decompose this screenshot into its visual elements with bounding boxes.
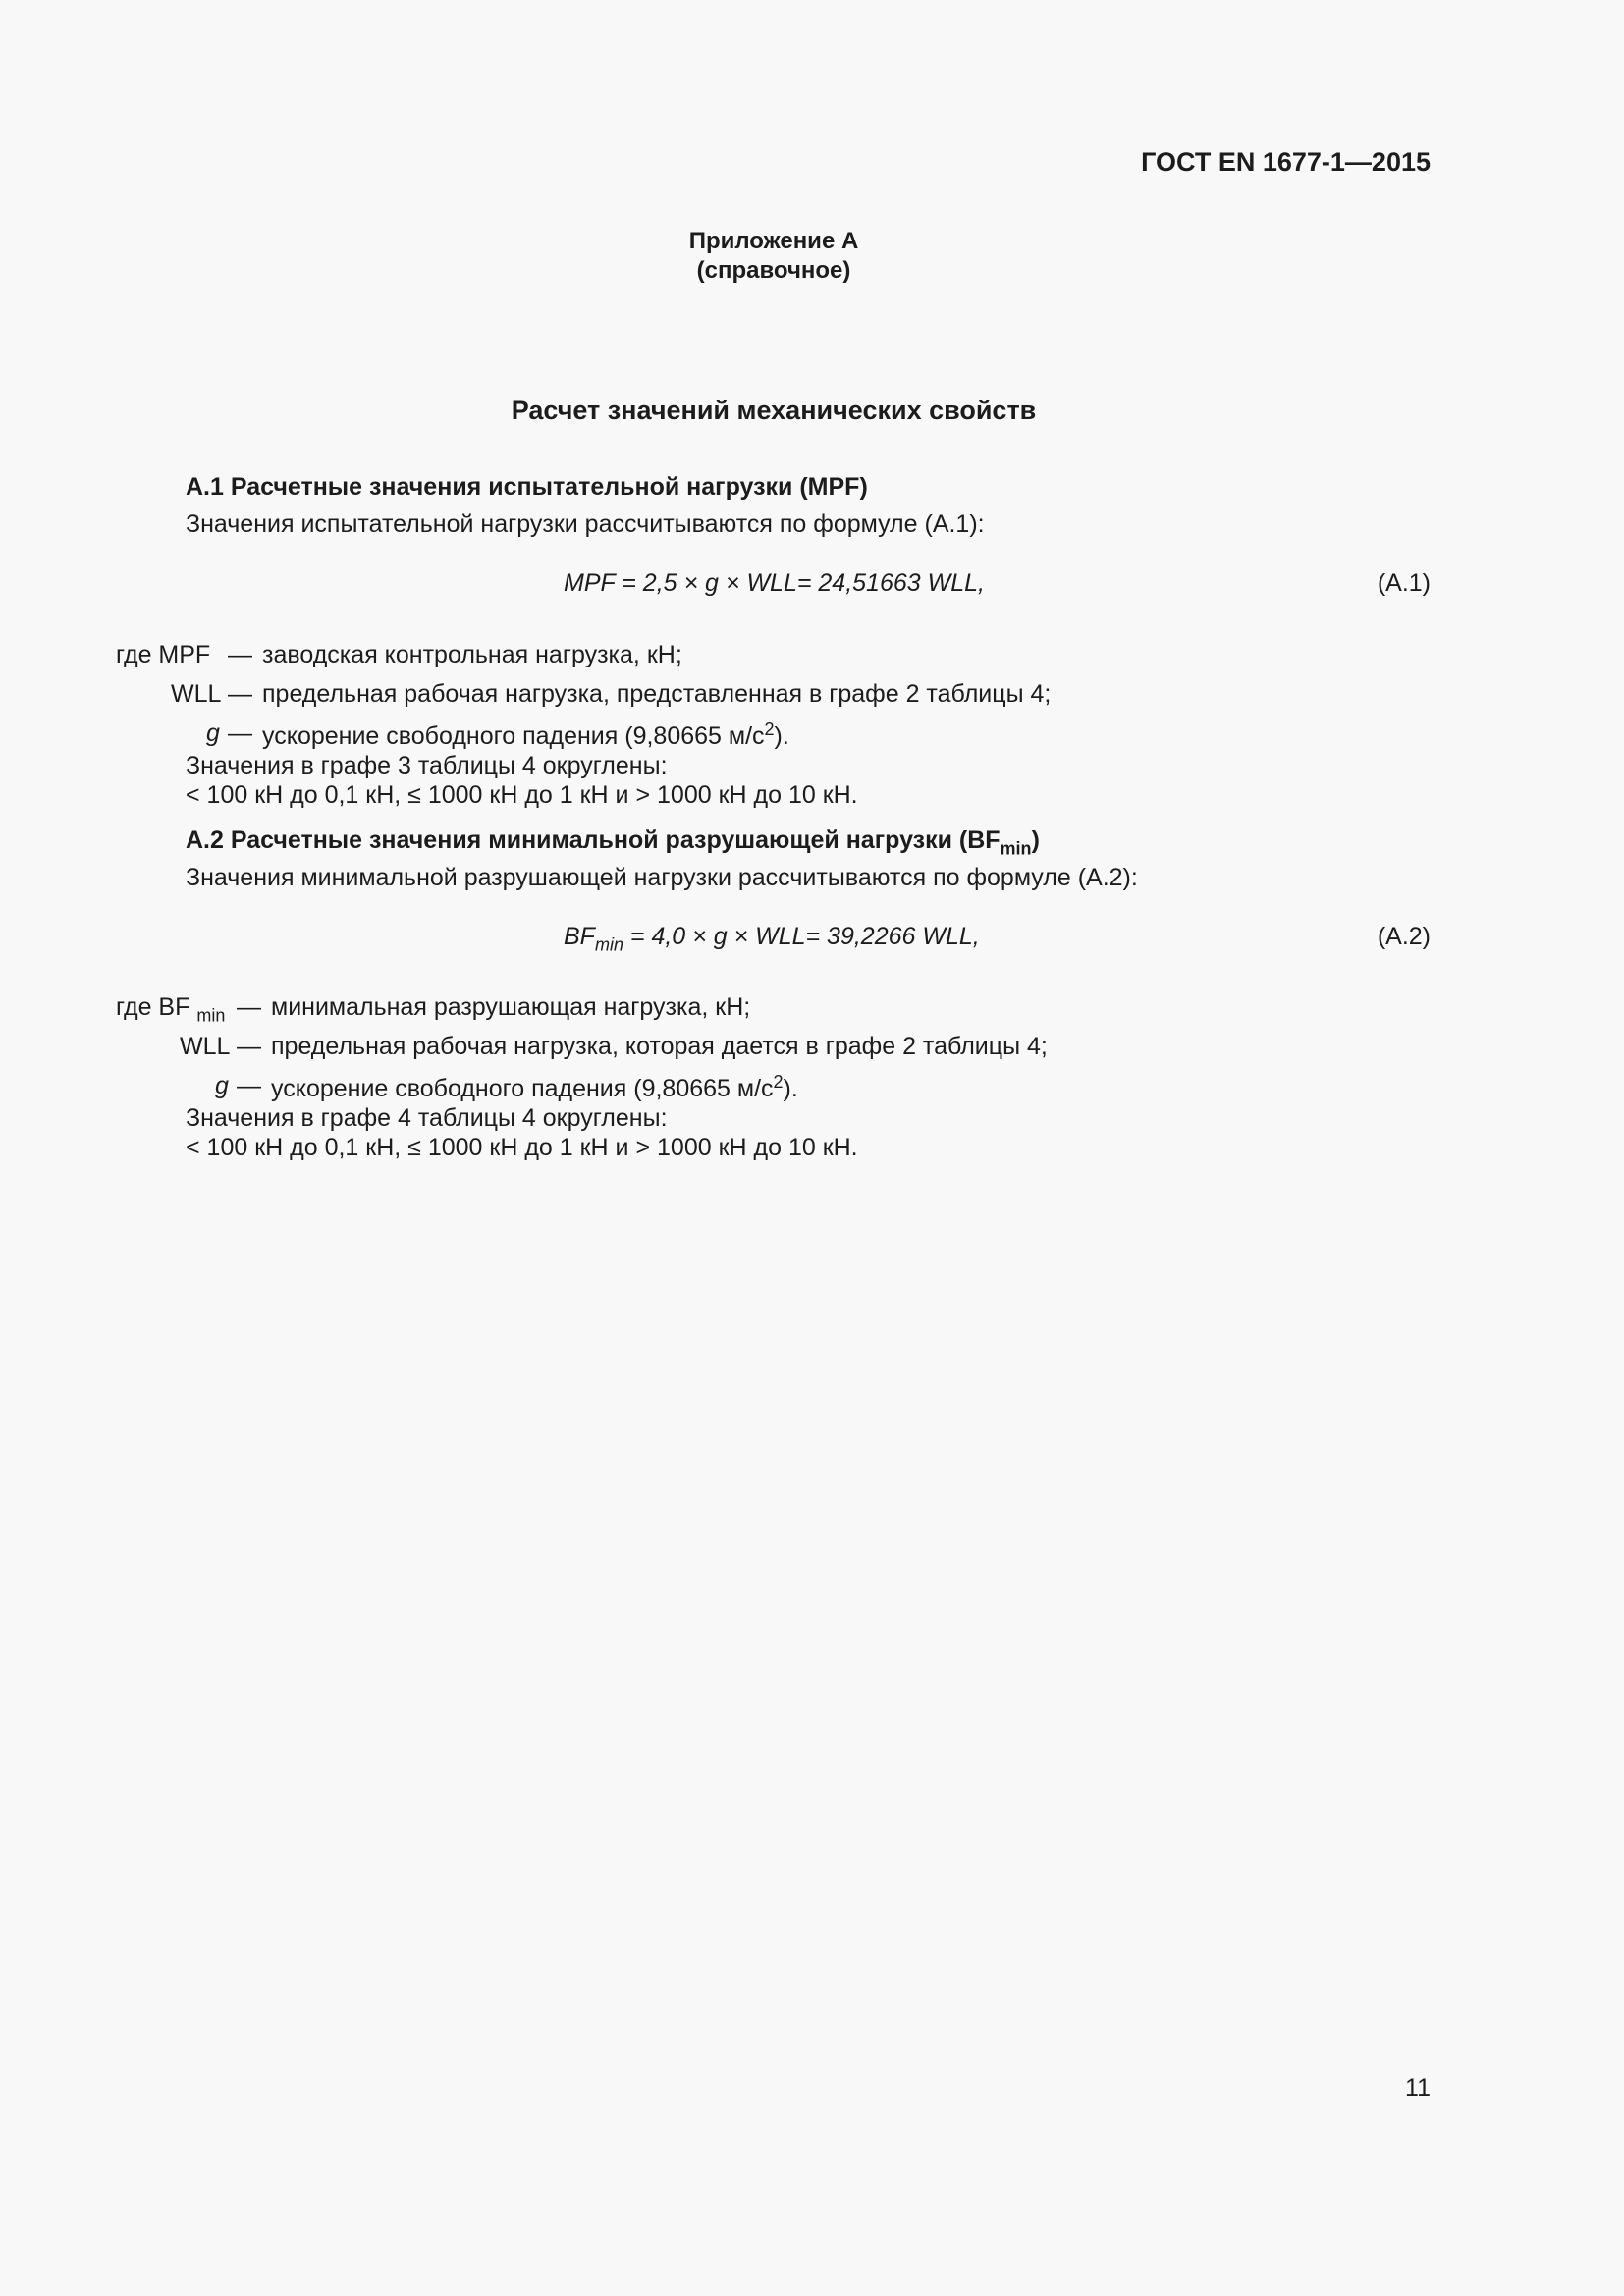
a2-where-dash-wll: — [237, 1033, 261, 1060]
a1-heading: А.1 Расчетные значения испытательной нагрузки (MPF) [186, 473, 868, 501]
a1-where-dash-g: — [228, 720, 252, 747]
a1-where-term-g: g [206, 720, 220, 747]
a1-rounding-note: Значения в графе 3 таблицы 4 округлены: [186, 752, 668, 779]
a2-heading: А.2 Расчетные значения минимальной разрушающей нагрузки $(BF_{min})$ [186, 827, 1040, 859]
a2-where-def-bf: минимальная разрушающая нагрузка, кН; [271, 993, 751, 1021]
a2-intro: Значения минимальной разрушающей нагрузки рассчитываются по формуле (А.2): [186, 864, 1138, 891]
a2-where-dash-g: — [237, 1072, 261, 1099]
a1-where-def-mpf: заводская контрольная нагрузка, кН; [262, 641, 682, 668]
a1-formula: MPF = 2,5 × g × WLL= 24,51663 WLL, [564, 569, 985, 597]
a1-where-def-wll: предельная рабочая нагрузка, представленная в графе 2 таблицы 4; [262, 680, 1052, 708]
a2-formula-number: (А.2) [1377, 923, 1431, 950]
a1-where-dash-mpf: — [228, 641, 252, 668]
a2-rounding-rule: < 100 кН до 0,1 кН, ≤ 1000 кН до 1 кН и > 1000 кН до 10 кН. [186, 1134, 858, 1161]
a2-where-def-wll: предельная рабочая нагрузка, которая дается в графе 2 таблицы 4; [271, 1033, 1048, 1060]
a1-intro: Значения испытательной нагрузки рассчитываются по формуле (А.1): [186, 510, 985, 538]
a2-where-term-bf: где BF $_{min}$ [116, 993, 226, 1026]
section-title: Расчет значений механических свойств [511, 396, 1037, 425]
a2-formula: $BF_{min} = 4,0 \times g \times WLL= 39,2266$ WLL, [564, 923, 980, 955]
document-code: ГОСТ EN 1677-1—2015 [1141, 147, 1431, 177]
annex-title: Приложение А [688, 228, 859, 254]
a1-where-dash-wll: — [228, 680, 252, 708]
a2-where-dash-bf: — [237, 993, 261, 1021]
a2-where-def-g: ускорение свободного падения (9,80665 $м/с^2$). [271, 1072, 798, 1102]
a1-formula-number: (А.1) [1377, 569, 1431, 597]
a1-where-term-wll: WLL [171, 680, 222, 708]
a2-rounding-note: Значения в графе 4 таблицы 4 округлены: [186, 1104, 668, 1132]
a2-where-term-g: g [215, 1072, 229, 1099]
annex-type: (справочное) [696, 257, 851, 284]
a1-rounding-rule: < 100 кН до 0,1 кН, ≤ 1000 кН до 1 кН и > 1000 кН до 10 кН. [186, 781, 858, 809]
page-number: 11 [1405, 2074, 1431, 2102]
a2-where-term-wll: WLL [180, 1033, 231, 1060]
a1-where-def-g: ускорение свободного падения (9,80665 $м/с^2$). [262, 720, 789, 750]
a1-where-term-mpf: где MPF [116, 641, 211, 668]
